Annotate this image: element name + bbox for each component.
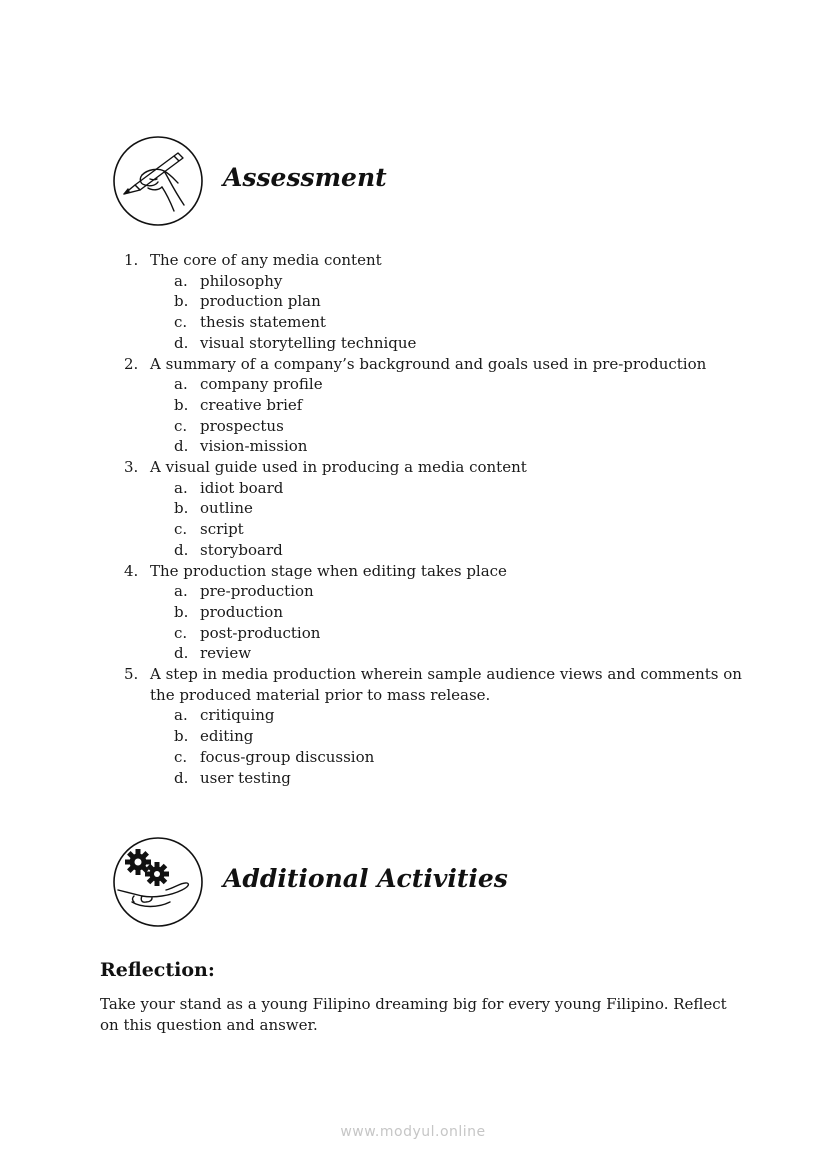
question-4 bbox=[124, 561, 744, 665]
question-option bbox=[174, 519, 744, 540]
question-option bbox=[174, 643, 744, 664]
option-text: idiot board bbox=[200, 478, 284, 497]
option-letter: c. bbox=[174, 623, 188, 642]
option-letter: a. bbox=[174, 582, 188, 601]
option-letter: a. bbox=[174, 271, 188, 290]
question-option bbox=[174, 271, 744, 292]
question-number: 1. bbox=[124, 251, 139, 269]
question-option bbox=[174, 333, 744, 354]
question-option bbox=[174, 436, 744, 457]
option-letter: d. bbox=[174, 540, 189, 559]
question-number: 4. bbox=[124, 561, 139, 580]
option-text: creative brief bbox=[200, 395, 303, 414]
option-letter: d. bbox=[174, 437, 189, 456]
question-text: A summary of a company’s background and goals used in pre-production bbox=[150, 354, 707, 373]
question-option bbox=[174, 581, 744, 602]
reflection-heading: Reflection: bbox=[100, 959, 215, 981]
option-text: script bbox=[200, 520, 244, 539]
option-letter: d. bbox=[174, 644, 189, 663]
question-option bbox=[174, 312, 744, 333]
option-letter: c. bbox=[174, 520, 188, 539]
question-text: A visual guide used in producing a media content bbox=[150, 458, 527, 477]
question-number: 3. bbox=[124, 458, 139, 477]
question-option bbox=[174, 291, 744, 312]
option-letter: b. bbox=[174, 602, 189, 621]
question-5 bbox=[124, 664, 744, 788]
question-1 bbox=[124, 250, 744, 354]
option-text: post-production bbox=[200, 623, 321, 642]
question-option bbox=[174, 623, 744, 644]
option-text: critiquing bbox=[200, 706, 275, 725]
question-option bbox=[174, 602, 744, 623]
option-letter: d. bbox=[174, 333, 189, 352]
option-text: focus-group discussion bbox=[200, 747, 375, 766]
option-text: editing bbox=[200, 727, 254, 746]
option-letter: b. bbox=[174, 395, 189, 414]
question-number: 2. bbox=[124, 354, 139, 373]
option-letter: a. bbox=[174, 478, 188, 497]
question-option bbox=[174, 416, 744, 437]
option-text: outline bbox=[200, 499, 253, 518]
question-3 bbox=[124, 457, 744, 561]
additional-activities-title: Additional Activities bbox=[223, 864, 508, 893]
option-letter: a. bbox=[174, 375, 188, 394]
option-letter: d. bbox=[174, 768, 189, 787]
option-text: production bbox=[200, 602, 283, 621]
hand-holding-gears-icon bbox=[112, 836, 204, 928]
option-text: visual storytelling technique bbox=[200, 333, 417, 352]
option-letter: a. bbox=[174, 706, 188, 725]
question-text: The production stage when editing takes place bbox=[150, 561, 507, 580]
question-text: The core of any media content bbox=[150, 251, 382, 269]
reflection-text: Take your stand as a young Filipino dreaming big for every young Filipino. Reflect on this question and answer. bbox=[100, 995, 727, 1034]
option-text: thesis statement bbox=[200, 313, 326, 332]
option-letter: c. bbox=[174, 747, 188, 766]
option-letter: b. bbox=[174, 727, 189, 746]
footer-watermark: www.modyul.online bbox=[340, 1124, 486, 1140]
option-letter: c. bbox=[174, 313, 188, 332]
question-option bbox=[174, 726, 744, 747]
option-text: pre-production bbox=[200, 582, 314, 601]
option-text: review bbox=[200, 644, 252, 663]
question-text: A step in media production wherein sample audience views and comments on the produced material prior to mass release. bbox=[150, 665, 742, 704]
question-number: 5. bbox=[124, 665, 139, 684]
question-option bbox=[174, 705, 744, 726]
assessment-question-list bbox=[124, 250, 744, 788]
option-text: production plan bbox=[200, 292, 321, 311]
question-option bbox=[174, 374, 744, 395]
option-letter: c. bbox=[174, 416, 188, 435]
question-option bbox=[174, 395, 744, 416]
option-text: storyboard bbox=[200, 540, 283, 559]
question-option bbox=[174, 768, 744, 789]
option-text: user testing bbox=[200, 768, 291, 787]
hand-writing-pencil-icon bbox=[112, 135, 204, 227]
question-2 bbox=[124, 354, 744, 458]
option-text: philosophy bbox=[200, 271, 283, 290]
question-option bbox=[174, 498, 744, 519]
option-text: prospectus bbox=[200, 416, 284, 435]
option-text: vision-mission bbox=[200, 437, 308, 456]
option-text: company profile bbox=[200, 375, 323, 394]
question-option bbox=[174, 747, 744, 768]
assessment-title: Assessment bbox=[223, 163, 387, 192]
question-option bbox=[174, 540, 744, 561]
option-letter: b. bbox=[174, 292, 189, 311]
question-option bbox=[174, 478, 744, 499]
option-letter: b. bbox=[174, 499, 189, 518]
